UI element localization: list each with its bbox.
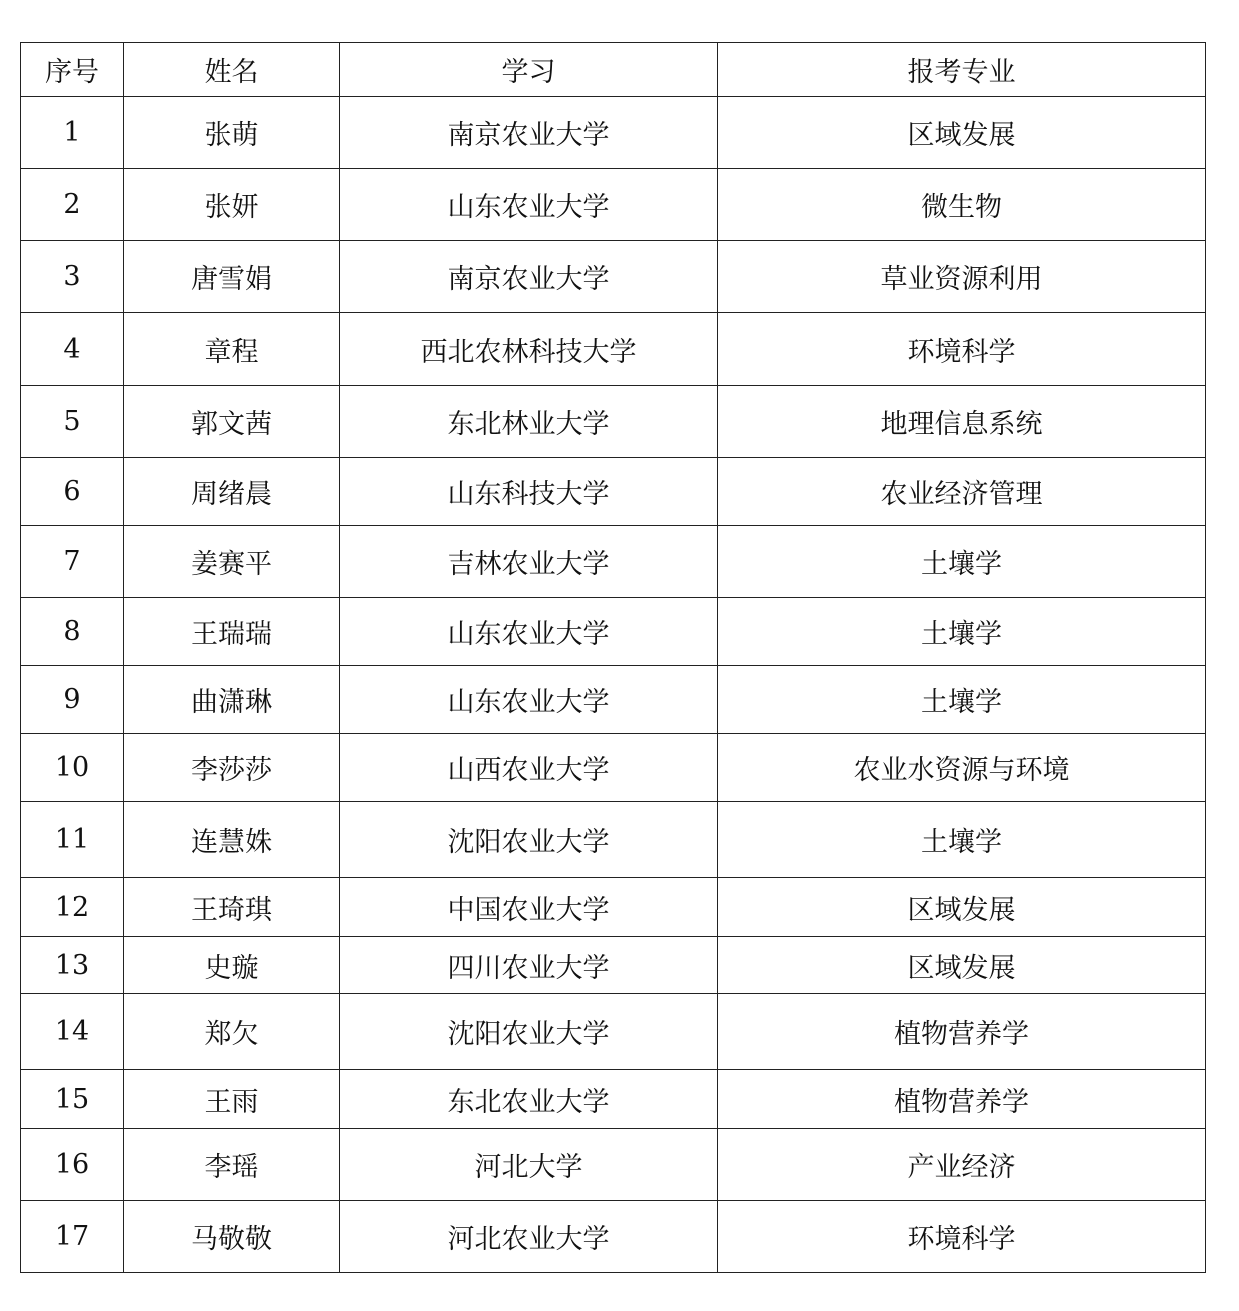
table-row (21, 1201, 1206, 1273)
table-row (21, 1129, 1206, 1201)
header-index: 序号 (21, 43, 124, 97)
name-cell: 周绪晨 (124, 458, 340, 526)
school-cell: 东北农业大学 (340, 1070, 718, 1129)
index-cell: 10 (21, 734, 124, 802)
name-cell: 唐雪娟 (124, 241, 340, 313)
table-row (21, 994, 1206, 1070)
index-cell: 2 (21, 169, 124, 241)
major-cell: 农业经济管理 (718, 458, 1206, 526)
index-cell: 3 (21, 241, 124, 313)
major-cell: 植物营养学 (718, 994, 1206, 1070)
index-cell: 16 (21, 1129, 124, 1201)
school-cell: 山东农业大学 (340, 598, 718, 666)
table-row (21, 313, 1206, 386)
table-row (21, 734, 1206, 802)
index-cell: 14 (21, 994, 124, 1070)
major-cell: 土壤学 (718, 666, 1206, 734)
table-row (21, 241, 1206, 313)
school-cell: 西北农林科技大学 (340, 313, 718, 386)
name-cell: 王瑞瑞 (124, 598, 340, 666)
major-cell: 植物营养学 (718, 1070, 1206, 1129)
name-cell: 郑欠 (124, 994, 340, 1070)
table-row (21, 937, 1206, 994)
school-cell: 河北大学 (340, 1129, 718, 1201)
name-cell: 郭文茜 (124, 386, 340, 458)
index-cell: 5 (21, 386, 124, 458)
school-cell: 山东农业大学 (340, 169, 718, 241)
school-cell: 山东农业大学 (340, 666, 718, 734)
applicant-table (20, 42, 1206, 1273)
table-row (21, 802, 1206, 878)
name-cell: 王雨 (124, 1070, 340, 1129)
table-row (21, 526, 1206, 598)
school-cell: 中国农业大学 (340, 878, 718, 937)
school-cell: 河北农业大学 (340, 1201, 718, 1273)
school-cell: 南京农业大学 (340, 241, 718, 313)
name-cell: 李瑶 (124, 1129, 340, 1201)
major-cell: 草业资源利用 (718, 241, 1206, 313)
name-cell: 张妍 (124, 169, 340, 241)
header-school: 学习 (340, 43, 718, 97)
index-cell: 4 (21, 313, 124, 386)
school-cell: 山东科技大学 (340, 458, 718, 526)
school-cell: 沈阳农业大学 (340, 994, 718, 1070)
school-cell: 山西农业大学 (340, 734, 718, 802)
table-row (21, 97, 1206, 169)
table-row (21, 878, 1206, 937)
school-cell: 吉林农业大学 (340, 526, 718, 598)
school-cell: 东北林业大学 (340, 386, 718, 458)
index-cell: 11 (21, 802, 124, 878)
index-cell: 9 (21, 666, 124, 734)
header-name: 姓名 (124, 43, 340, 97)
school-cell: 沈阳农业大学 (340, 802, 718, 878)
index-cell: 15 (21, 1070, 124, 1129)
major-cell: 产业经济 (718, 1129, 1206, 1201)
index-cell: 7 (21, 526, 124, 598)
index-cell: 17 (21, 1201, 124, 1273)
major-cell: 微生物 (718, 169, 1206, 241)
name-cell: 连慧姝 (124, 802, 340, 878)
index-cell: 1 (21, 97, 124, 169)
major-cell: 农业水资源与环境 (718, 734, 1206, 802)
major-cell: 区域发展 (718, 937, 1206, 994)
table-row (21, 458, 1206, 526)
name-cell: 曲潇琳 (124, 666, 340, 734)
table-row (21, 1070, 1206, 1129)
table-row (21, 169, 1206, 241)
major-cell: 环境科学 (718, 313, 1206, 386)
table-row (21, 666, 1206, 734)
table-row (21, 386, 1206, 458)
table-row (21, 598, 1206, 666)
name-cell: 史璇 (124, 937, 340, 994)
major-cell: 地理信息系统 (718, 386, 1206, 458)
name-cell: 章程 (124, 313, 340, 386)
index-cell: 6 (21, 458, 124, 526)
major-cell: 土壤学 (718, 598, 1206, 666)
index-cell: 13 (21, 937, 124, 994)
header-major: 报考专业 (718, 43, 1206, 97)
major-cell: 土壤学 (718, 802, 1206, 878)
major-cell: 区域发展 (718, 97, 1206, 169)
name-cell: 姜赛平 (124, 526, 340, 598)
index-cell: 8 (21, 598, 124, 666)
name-cell: 张萌 (124, 97, 340, 169)
major-cell: 区域发展 (718, 878, 1206, 937)
name-cell: 马敬敬 (124, 1201, 340, 1273)
school-cell: 南京农业大学 (340, 97, 718, 169)
school-cell: 四川农业大学 (340, 937, 718, 994)
header-row (21, 43, 1206, 97)
name-cell: 李莎莎 (124, 734, 340, 802)
major-cell: 土壤学 (718, 526, 1206, 598)
index-cell: 12 (21, 878, 124, 937)
major-cell: 环境科学 (718, 1201, 1206, 1273)
name-cell: 王琦琪 (124, 878, 340, 937)
